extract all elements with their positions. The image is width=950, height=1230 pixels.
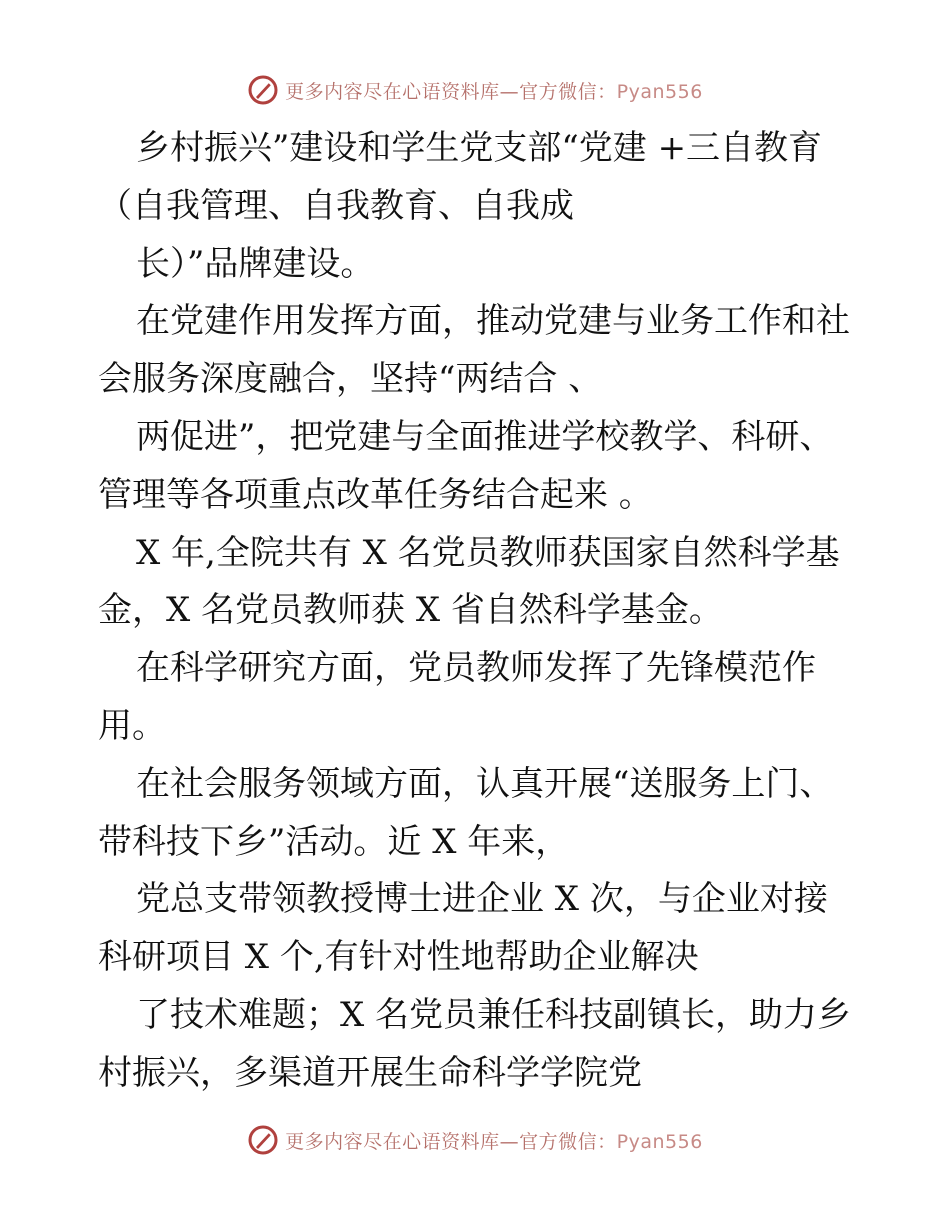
- text-line: 乡村振兴”建设和学生党支部“党建 +三自教育: [136, 128, 823, 168]
- text-line: 带科技下乡”活动。近 X 年来，: [98, 821, 570, 862]
- text-line: 科研项目 X 个,有针对性地帮助企业解决: [98, 937, 699, 978]
- text-line: 会服务深度融合，坚持“两结合 、: [98, 359, 603, 400]
- document-body: [98, 120, 858, 1103]
- quill-pen-logo-icon: [247, 1124, 279, 1156]
- text-line: 在党建作用发挥方面，推动党建与业务工作和社: [136, 301, 850, 342]
- watermark-footer: [0, 1120, 950, 1160]
- text-line: 了技术难题；X 名党员兼任科技副镇长，助力乡: [136, 994, 852, 1035]
- text-line: 在科学研究方面，党员教师发挥了先锋模范作: [136, 648, 816, 689]
- text-line: X 年,全院共有 X 名党员教师获国家自然科学基: [136, 532, 840, 573]
- watermark-text: 更多内容尽在心语资料库—官方微信：Pyan556: [285, 1130, 703, 1153]
- text-line: 管理等各项重点改革任务结合起来 。: [98, 474, 653, 515]
- text-line: 用。: [98, 705, 166, 746]
- text-line: 村振兴，多渠道开展生命科学学院党: [98, 1052, 642, 1093]
- watermark-header: [0, 70, 950, 110]
- text-line: 在社会服务领域方面，认真开展“送服务上门、: [136, 763, 834, 804]
- text-line: 金，X 名党员教师获 X 省自然科学基金。: [98, 590, 723, 631]
- quill-pen-logo-icon: [247, 74, 279, 106]
- text-line: 长）”品牌建设。: [136, 243, 375, 284]
- text-line: 两促进”，把党建与全面推进学校教学、科研、: [136, 416, 834, 457]
- watermark-text: 更多内容尽在心语资料库—官方微信：Pyan556: [285, 80, 703, 103]
- text-line: 党总支带领教授博士进企业 X 次，与企业对接: [136, 879, 828, 920]
- text-line: （自我管理、自我教育、自我成: [98, 185, 574, 226]
